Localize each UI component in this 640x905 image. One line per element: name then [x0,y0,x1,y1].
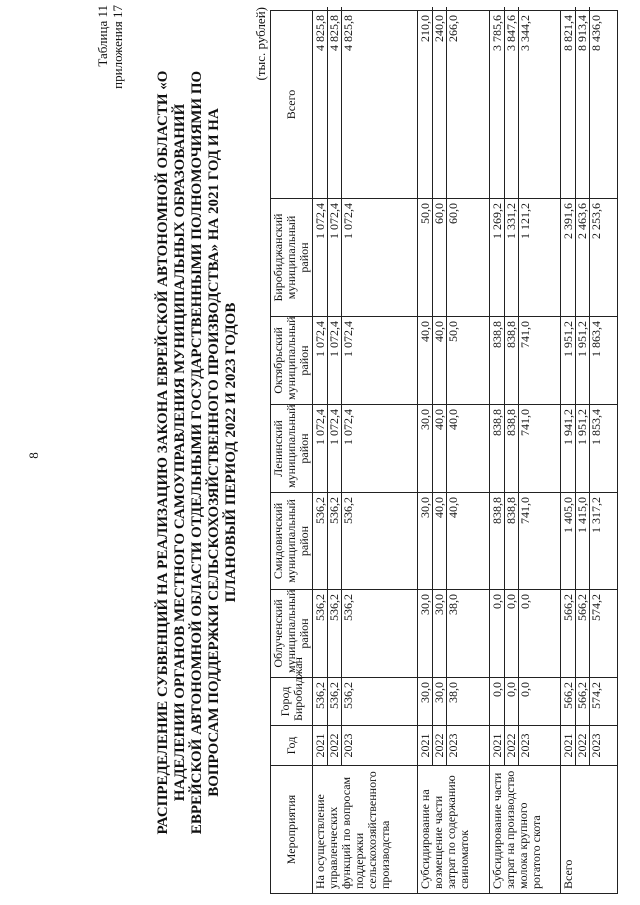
amount-value: 2 391,6 [560,203,575,239]
table-number: Таблица 11 [95,5,110,67]
amount-value: 38,0 [446,682,461,703]
page-number: 8 [25,452,41,459]
amount-value: 4 825,8 [327,15,341,51]
amount-value: 60,0 [446,203,461,224]
year-value: 2023 [341,733,355,758]
value-cell [418,11,489,199]
amount-value: 266,0 [446,15,461,42]
value-cell [560,405,617,493]
value-cell [489,405,560,493]
header-oktyabrsky: Октябрьский муниципальный район [271,317,313,405]
amount-value: 30,0 [418,497,433,518]
value-cell [489,199,560,317]
amount-value: 838,8 [503,497,518,524]
year-value: 2023 [446,733,461,758]
year-cell [313,726,418,766]
amount-value: 38,0 [446,594,461,615]
amount-value: 1 331,2 [503,203,518,239]
amount-value: 40,0 [432,409,447,430]
value-cell [560,317,617,405]
value-cell [313,590,418,678]
header-birobidzhansky: Биробиджанский муниципальный район [271,199,313,317]
amount-value: 838,8 [489,497,504,524]
amount-value: 1 863,4 [588,321,603,357]
amount-value: 2 463,6 [574,203,589,239]
amount-value: 838,8 [503,409,518,436]
amount-value: 1 415,0 [574,497,589,533]
year-value: 2021 [313,733,327,758]
value-cell [489,317,560,405]
value-cell [560,11,617,199]
amount-value: 3 785,6 [489,15,504,51]
amount-value: 1 317,2 [588,497,603,533]
amount-value: 536,2 [313,682,327,709]
amount-value: 30,0 [418,594,433,615]
amount-value: 40,0 [432,321,447,342]
year-value: 2022 [432,733,447,758]
event-cell: Субсидирование части затрат на производство молока крупного рогатого скота [489,766,560,894]
appendix-reference: приложения 17 [110,5,125,89]
amount-value: 1 951,2 [560,321,575,357]
amount-value: 3 344,2 [517,15,532,51]
year-value: 2022 [327,733,341,758]
year-value: 2022 [503,733,518,758]
amount-value: 8 821,4 [560,15,575,51]
amount-value: 8 436,0 [588,15,603,51]
amount-value: 1 072,4 [313,203,327,239]
event-cell: На осуществление управленческих функций по вопросам поддержки сельскохозяйственного производства [313,766,418,894]
value-cell [560,493,617,590]
amount-value: 574,2 [588,594,603,621]
year-value: 2023 [517,733,532,758]
header-event: Мероприятия [271,766,313,894]
value-cell [489,11,560,199]
amount-value: 566,2 [574,682,589,709]
value-cell [560,199,617,317]
amount-value: 536,2 [327,594,341,621]
amount-value: 741,0 [517,409,532,436]
table-label [95,5,125,89]
value-cell [418,317,489,405]
amount-value: 574,2 [588,682,603,709]
amount-value: 741,0 [517,321,532,348]
amount-value: 40,0 [446,409,461,430]
amount-value: 60,0 [432,203,447,224]
value-cell [313,11,418,199]
title-line: ПЛАНОВЫЙ ПЕРИОД 2022 И 2023 ГОДОВ [223,302,239,603]
amount-value: 1 072,4 [327,409,341,445]
value-cell [313,493,418,590]
amount-value: 1 121,2 [517,203,532,239]
title-line: ЕВРЕЙСКОЙ АВТОНОМНОЙ ОБЛАСТИ ОТДЕЛЬНЫМИ ГОСУДАРСТВЕННЫМИ ПОЛНОМОЧИЯМИ ПО [189,70,205,835]
amount-value: 50,0 [418,203,433,224]
value-cell [313,405,418,493]
title-line: НАДЕЛЕНИИ ОРГАНОВ МЕСТНОГО САМОУПРАВЛЕНИЯ МУНИЦИПАЛЬНЫХ ОБРАЗОВАНИЙ [172,103,188,802]
amount-value: 4 825,8 [313,15,327,51]
amount-value: 536,2 [341,497,355,524]
amount-value: 0,0 [517,682,532,697]
amount-value: 1 072,4 [327,321,341,357]
amount-value: 566,2 [574,594,589,621]
table-row [313,11,418,894]
event-cell: Всего [560,766,617,894]
header-smidovichsky: Смидовичский муниципальный район [271,493,313,590]
amount-value: 40,0 [432,497,447,518]
amount-value: 40,0 [418,321,433,342]
year-value: 2021 [560,733,575,758]
header-total: Всего [271,11,313,199]
amount-value: 838,8 [503,321,518,348]
amount-value: 1 072,4 [341,321,355,357]
amount-value: 1 853,4 [588,409,603,445]
amount-value: 1 072,4 [341,409,355,445]
event-cell: Субсидирование на возмещение части затрат по содержанию свиноматок [418,766,489,894]
amount-value: 536,2 [313,594,327,621]
header-leninsky: Ленинский муниципальный район [271,405,313,493]
amount-value: 0,0 [489,594,504,609]
year-value: 2022 [574,733,589,758]
amount-value: 566,2 [560,682,575,709]
amount-value: 0,0 [489,682,504,697]
value-cell [418,590,489,678]
title-line: РАСПРЕДЕЛЕНИЕ СУБВЕНЦИЙ НА РЕАЛИЗАЦИЮ ЗАКОНА ЕВРЕЙСКОЙ АВТОНОМНОЙ ОБЛАСТИ «О [155,70,171,835]
amount-value: 536,2 [341,682,355,709]
amount-value: 1 405,0 [560,497,575,533]
document-title [155,15,240,890]
amount-value: 1 072,4 [327,203,341,239]
table-row [489,11,560,894]
amount-value: 1 951,2 [574,409,589,445]
amount-value: 8 913,4 [574,15,589,51]
value-cell [560,590,617,678]
amount-value: 240,0 [432,15,447,42]
amount-value: 838,8 [489,321,504,348]
value-cell [418,493,489,590]
table-row [418,11,489,894]
value-cell [418,199,489,317]
value-cell [489,678,560,726]
year-value: 2023 [588,733,603,758]
value-cell [489,493,560,590]
amount-value: 2 253,6 [588,203,603,239]
header-year: Год [271,726,313,766]
table-body [313,11,618,894]
subventions-table [270,10,618,894]
amount-value: 741,0 [517,497,532,524]
value-cell [313,678,418,726]
amount-value: 1 072,4 [341,203,355,239]
amount-value: 3 847,6 [503,15,518,51]
amount-value: 566,2 [560,594,575,621]
value-cell [313,199,418,317]
amount-value: 30,0 [432,594,447,615]
year-cell [418,726,489,766]
year-cell [560,726,617,766]
year-cell [489,726,560,766]
amount-value: 536,2 [327,682,341,709]
amount-value: 0,0 [517,594,532,609]
amount-value: 536,2 [327,497,341,524]
amount-value: 1 269,2 [489,203,504,239]
amount-value: 30,0 [418,409,433,430]
value-cell [560,678,617,726]
amount-value: 40,0 [446,497,461,518]
value-cell [418,405,489,493]
amount-value: 536,2 [341,594,355,621]
value-cell [489,590,560,678]
table-row [560,11,617,894]
amount-value: 0,0 [503,682,518,697]
year-value: 2021 [418,733,433,758]
amount-value: 1 941,2 [560,409,575,445]
amount-value: 838,8 [489,409,504,436]
value-cell [313,317,418,405]
amount-value: 50,0 [446,321,461,342]
amount-value: 210,0 [418,15,433,42]
rotated-document [95,5,625,900]
title-line: ВОПРОСАМ ПОДДЕРЖКИ СЕЛЬСКОХОЗЯЙСТВЕННОГО ПРОИЗВОДСТВА» НА 2021 ГОД И НА [206,108,222,797]
header-obluchensky: Облученский муниципальный район [271,590,313,678]
amount-value: 1 072,4 [313,321,327,357]
amount-value: 536,2 [313,497,327,524]
amount-value: 0,0 [503,594,518,609]
amount-value: 30,0 [432,682,447,703]
amount-value: 1 072,4 [313,409,327,445]
amount-value: 1 951,2 [574,321,589,357]
table-header-row [271,11,313,894]
units-label: (тыс. рублей) [253,7,268,81]
header-birobidzhan-city: Город Биробиджан [271,678,313,726]
year-value: 2021 [489,733,504,758]
amount-value: 30,0 [418,682,433,703]
amount-value: 4 825,8 [341,15,355,51]
value-cell [418,678,489,726]
